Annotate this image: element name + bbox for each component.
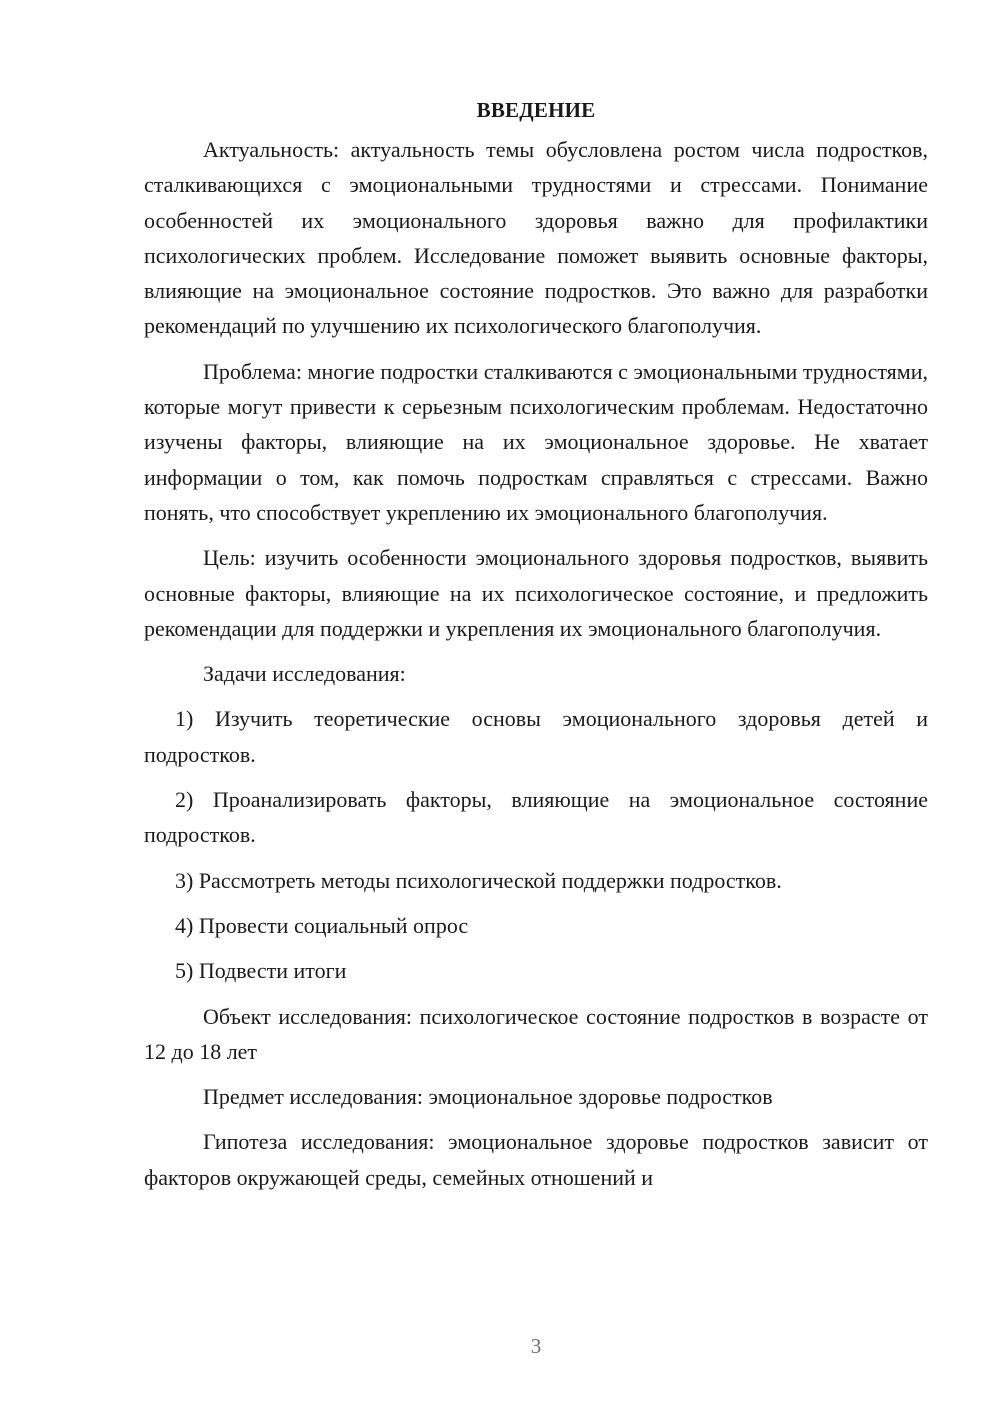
task-item-2: 2) Проанализировать факторы, влияющие на эмоциональное состояние подростков. [144,787,928,848]
page-number: 3 [530,1334,542,1358]
task-item-4: 4) Провести социальный опрос [175,912,469,938]
task-item-1: 1) Изучить теоретические основы эмоционального здоровья детей и подростков. [144,706,928,767]
paragraph-goal: Цель: изучить особенности эмоционального здоровья подростков, выявить основные факторы, влияющие на их психологическое состояние, и предложить рекомендации для поддержки и укрепления их эмоционального благополучия. [144,545,928,641]
paragraph-subject: Предмет исследования: эмоциональное здоровье подростков [203,1084,773,1110]
task-item-3: 3) Рассмотреть методы психологической поддержки подростков. [175,867,782,893]
tasks-heading: Задачи исследования: [203,661,406,687]
paragraph-hypothesis: Гипотеза исследования: эмоциональное здоровье подростков зависит от факторов окружающей среды, семейных отношений и [144,1129,928,1190]
task-item-5: 5) Подвести итоги [175,958,347,984]
section-title: ВВЕДЕНИЕ [476,98,596,122]
paragraph-relevance: Актуальность: актуальность темы обусловлена ростом числа подростков, сталкивающихся с эмоциональными трудностями и стрессами. Понимание особенностей их эмоционального здоровья важно для профилактики психологических проблем. Исследование поможет выявить основные факторы, влияющие на эмоциональное состояние подростков. Это важно для разработки рекомендаций по улучшению их психологического благополучия. [144,137,928,339]
page-content [144,92,928,1205]
paragraph-object: Объект исследования: психологическое состояние подростков в возрасте от 12 до 18 лет [144,1003,928,1064]
paragraph-problem: Проблема: многие подростки сталкиваются с эмоциональными трудностями, которые могут привести к серьезным психологическим проблемам. Недостаточно изучены факторы, влияющие на их эмоциональное здоровье. Не хватает информации о том, как помочь подросткам справляться с стрессами. Важно понять, что способствует укреплению их эмоционального благополучия. [144,358,928,525]
